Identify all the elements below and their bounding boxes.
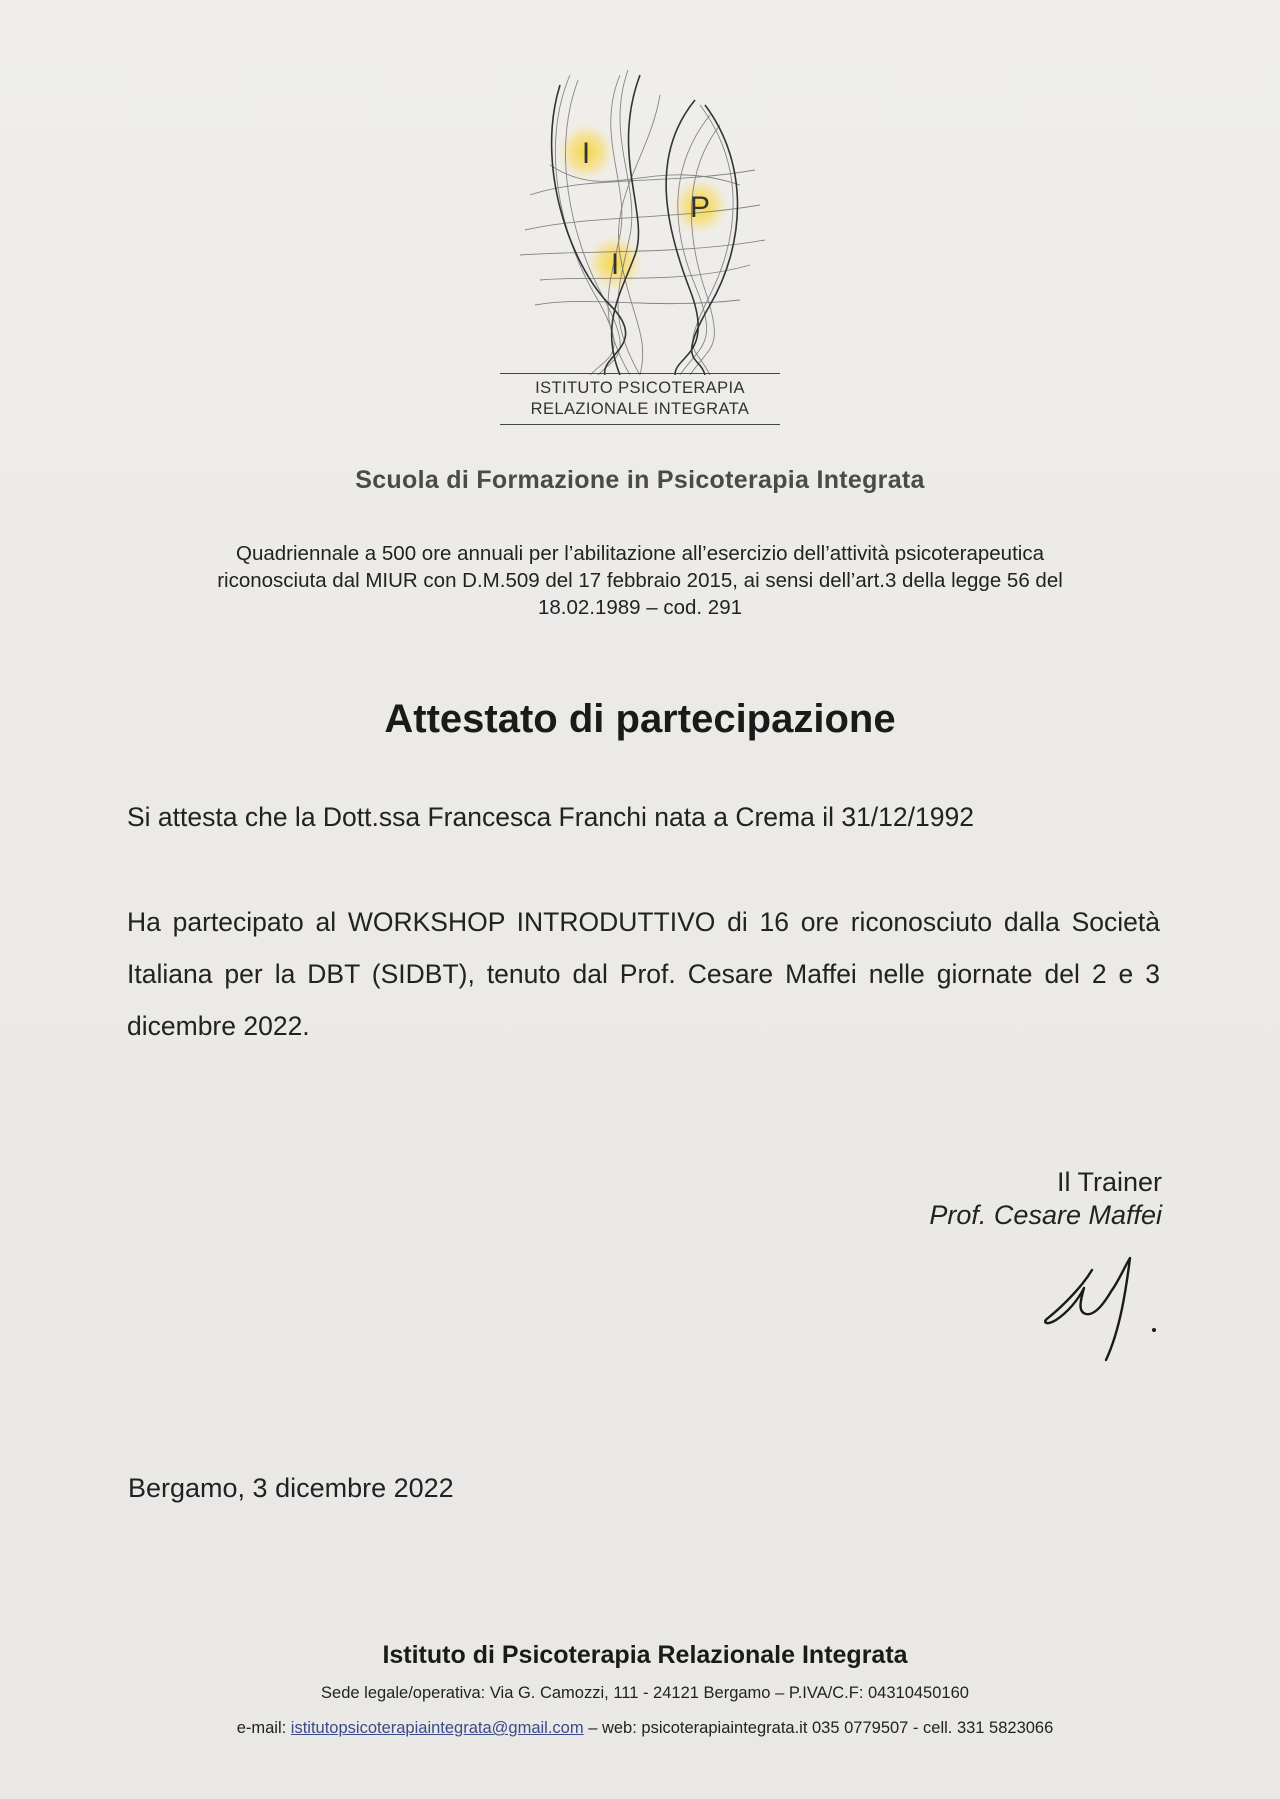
certificate-title: Attestato di partecipazione — [384, 697, 896, 741]
logo-letter-i: I — [581, 137, 591, 170]
institute-wordmark — [500, 373, 780, 425]
logo-graphic — [500, 55, 785, 375]
course-line-1: Quadriennale a 500 ore annuali per l’abilitazione all’esercizio dell’attività psicoterapeutica — [236, 542, 1044, 565]
logo-letter-p: P — [689, 191, 711, 224]
course-line-2: riconosciuta dal MIUR con D.M.509 del 17 febbraio 2015, ai sensi dell’art.3 della legge 56 del — [217, 569, 1063, 592]
logo-lines — [520, 70, 765, 375]
course-description — [140, 540, 1140, 621]
wordmark-line-2: RELAZIONALE INTEGRATA — [530, 400, 750, 418]
wordmark-bottom-rule — [500, 424, 780, 425]
web-and-phone: – web: psicoterapiaintegrata.it 035 0779507 - cell. 331 5823066 — [588, 1719, 1054, 1737]
trainer-role: Il Trainer — [1056, 1167, 1162, 1197]
school-name: Scuola di Formazione in Psicoterapia Integrata — [355, 466, 925, 494]
wordmark-line-1: ISTITUTO PSICOTERAPIA — [535, 379, 745, 397]
footer-address: Sede legale/operativa: Via G. Camozzi, 111 - 24121 Bergamo – P.IVA/C.F: 04310450160 — [321, 1684, 969, 1702]
email-link[interactable]: istitutopsicoterapiaintegrata@gmail.com — [290, 1719, 584, 1737]
trainer-name: Prof. Cesare Maffei — [929, 1200, 1162, 1230]
trainer-block — [929, 1166, 1162, 1232]
trainer-signature — [1040, 1250, 1170, 1380]
place-and-date: Bergamo, 3 dicembre 2022 — [128, 1473, 454, 1503]
email-label: e-mail: — [236, 1719, 287, 1737]
wordmark-top-rule — [500, 373, 780, 374]
participation-paragraph: Ha partecipato al WORKSHOP INTRODUTTIVO di 16 ore riconosciuto dalla Società Italiana per la DBT (SIDBT), tenuto dal Prof. Cesare Maffei nelle giornate del 2 e 3 dicembre 2022. — [127, 907, 1160, 1041]
attestation-line: Si attesta che la Dott.ssa Francesca Franchi nata a Crema il 31/12/1992 — [127, 802, 974, 832]
course-line-3: 18.02.1989 – cod. 291 — [537, 596, 743, 619]
footer-contacts — [0, 1719, 1280, 1738]
footer-institute-name: Istituto di Psicoterapia Relazionale Integrata — [382, 1641, 908, 1669]
logo-letter-i-2: I — [610, 248, 620, 281]
